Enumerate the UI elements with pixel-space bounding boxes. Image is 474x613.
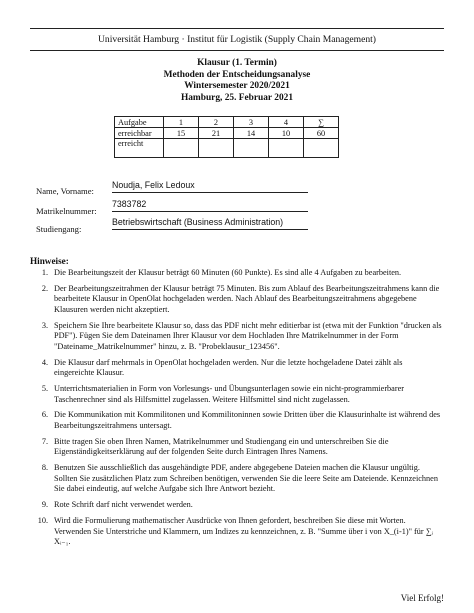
course-title: Methoden der Entscheidungsanalyse: [163, 69, 311, 80]
list-item-text: Rote Schrift darf nicht verwendet werden.: [54, 500, 193, 510]
list-item-text: Der Bearbeitungszeitrahmen der Klausur beträgt 75 Minuten. Bis zum Ablauf des Bearbeitungszeitrahmens kann die bearbeitete Klausur in OpenOlat hochgeladen werden. Nach Ablauf des Bearbeitungszeitrahmens abgegebene Klausuren werden nicht akzeptiert.: [54, 283, 440, 314]
table-cell: 21: [199, 128, 234, 139]
list-item: 10. Wird die Formulierung mathematischer Ausdrücke von Ihnen gefordert, beschreiben Sie diese mit Worten. Verwenden Sie Unterstriche und Klammern, um Indizes zu kennzeichnen, z. B. "Summe über i von X_(i-1)" für ∑ᵢ Xᵢ₋₁.: [37, 515, 433, 547]
table-cell: 14: [234, 128, 269, 139]
list-item-text: Die Bearbeitungszeit der Klausur beträgt 60 Minuten (60 Punkte). Es sind alle 4 Aufgaben zu bearbeiten.: [54, 268, 402, 277]
list-item: 8. Benutzen Sie ausschließlich das ausgehändigte PDF, andere abgegebene Dateien machen die Klausur ungültig. Sollten Sie zusätzlichen Platz zum Schreiben benötigen, verwenden Sie die leere Seite am Dateiende. Kennzeichnen Sie dabei eindeutig, auf welche Aufgabe sich Ihre Antwort bezieht.: [41, 463, 438, 494]
matrikel-label: Matrikelnummer:: [36, 206, 97, 216]
header-rule-bottom: [30, 50, 444, 51]
list-item: 7. Bitte tragen Sie oben Ihren Namen, Matrikelnummer und Studiengang ein und unterschreiben Sie die Eigenständigkeitserklärung auf der folgenden Seite durch Eintragen Ihres Namens.: [41, 436, 389, 457]
list-item: 4. Die Klausur darf mehrmals in OpenOlat hochgeladen werden. Nur die letzte hochgeladene Datei zählt als eingereichte Klausur.: [41, 357, 403, 378]
list-item: 6. Die Kommunikation mit Kommilitonen und Kommilitoninnen sowie Dritten über die Klausurinhalte ist während des Bearbeitungszeitrahmens untersagt.: [41, 410, 441, 431]
hinweise-list: [30, 268, 444, 553]
header-rule-top: [30, 28, 444, 29]
table-cell: erreicht: [115, 139, 164, 158]
list-item: 9. Rote Schrift darf nicht verwendet werden.: [41, 500, 193, 510]
table-cell[interactable]: [164, 139, 199, 158]
semester: Wintersemester 2020/2021: [184, 81, 290, 92]
table-header-cell-sum: ∑: [304, 117, 339, 128]
list-item-text: Speichern Sie Ihre bearbeitete Klausur so, dass das PDF nicht mehr editierbar ist (etwa mit der Funktion "drucken als PDF"). Fügen Sie dem Dateinamen Ihrer Klausur vor dem Hochladen Ihre Matrikelnummer in der Form "Dateiname_Matrikelnummer" hinzu, z. B. "Probeklausur_123456".: [54, 320, 442, 351]
list-item-text: Die Klausur darf mehrmals in OpenOlat hochgeladen werden. Nur die letzte hochgeladene Datei zählt als eingereichte Klausur.: [54, 357, 403, 378]
list-item-text: Bitte tragen Sie oben Ihren Namen, Matrikelnummer und Studiengang ein und unterschreiben Sie die Eigenständigkeitserklärung auf der folgenden Seite durch Eintragen Ihres Namens.: [54, 436, 389, 457]
table-cell[interactable]: [304, 139, 339, 158]
table-header-cell: 4: [269, 117, 304, 128]
institution-header: Universität Hamburg · Institut für Logistik (Supply Chain Management): [98, 34, 376, 45]
score-table: [114, 116, 339, 158]
table-header-cell: 2: [199, 117, 234, 128]
list-item: 3. Speichern Sie Ihre bearbeitete Klausur so, dass das PDF nicht mehr editierbar ist (etwa mit der Funktion "drucken als PDF"). Fügen Sie dem Dateinamen Ihrer Klausur vor dem Hochladen Ihre Matrikelnummer in der Form "Dateiname_Matrikelnummer" hinzu, z. B. "Probeklausur_123456".: [41, 320, 442, 351]
table-cell: 15: [164, 128, 199, 139]
exam-title: Klausur (1. Termin): [197, 58, 277, 68]
name-label: Name, Vorname:: [36, 186, 94, 196]
table-header-cell: Aufgabe: [115, 117, 164, 128]
list-item: 2. Der Bearbeitungszeitrahmen der Klausur beträgt 75 Minuten. Bis zum Ablauf des Bearbeitungszeitrahmens kann die bearbeitete Klausur in OpenOlat hochgeladen werden. Nach Ablauf des Bearbeitungszeitrahmens abgegebene Klausuren werden nicht akzeptiert.: [41, 283, 440, 314]
list-item: 1. Die Bearbeitungszeit der Klausur beträgt 60 Minuten (60 Punkte). Es sind alle 4 Aufgaben zu bearbeiten.: [41, 268, 402, 277]
list-item-text: Benutzen Sie ausschließlich das ausgehändigte PDF, andere abgegebene Dateien machen die Klausur ungültig. Sollten Sie zusätzlichen Platz zum Schreiben benötigen, verwenden Sie die leere Seite am Dateiende. Kennzeichnen Sie dabei eindeutig, auf welche Aufgabe sich Ihre Antwort bezieht.: [54, 463, 438, 494]
list-item: 5. Unterrichtsmaterialien in Form von Vorlesungs- und Übungsunterlagen sowie ein nicht-programmierbarer Taschenrechner sind als Hilfsmittel zugelassen. Weitere Hilfsmittel sind nicht zugelassen.: [41, 384, 405, 404]
studiengang-label: Studiengang:: [36, 224, 82, 234]
list-item-text: Wird die Formulierung mathematischer Ausdrücke von Ihnen gefordert, beschreiben Sie diese mit Worten. Verwenden Sie Unterstriche und Klammern, um Indizes zu kennzeichnen, z. B. "Summe über i von X_(i-1)" für ∑ᵢ Xᵢ₋₁.: [54, 515, 433, 547]
list-item-text: Die Kommunikation mit Kommilitonen und Kommilitoninnen sowie Dritten über die Klausurinhalte ist während des Bearbeitungszeitrahmens untersagt.: [54, 410, 441, 431]
exam-date: Hamburg, 25. Februar 2021: [180, 92, 294, 103]
studiengang-field[interactable]: Betriebswirtschaft (Business Administration): [112, 217, 308, 230]
table-cell: 60: [304, 128, 339, 139]
table-cell[interactable]: [234, 139, 269, 158]
hinweise-heading: Hinweise:: [30, 256, 69, 266]
table-header-cell: 1: [164, 117, 199, 128]
score-table-row-erreicht: [115, 139, 339, 158]
score-table-row-erreichbar: [115, 128, 339, 139]
matrikel-field[interactable]: 7383782: [112, 199, 308, 212]
table-cell[interactable]: [269, 139, 304, 158]
list-item-text: Unterrichtsmaterialien in Form von Vorlesungs- und Übungsunterlagen sowie ein nicht-programmierbarer Taschenrechner sind als Hilfsmittel zugelassen. Weitere Hilfsmittel sind nicht zugelassen.: [54, 384, 405, 404]
table-cell: erreichbar: [115, 128, 164, 139]
table-cell: 10: [269, 128, 304, 139]
score-table-header-row: [115, 117, 339, 128]
table-cell[interactable]: [199, 139, 234, 158]
closing-text: Viel Erfolg!: [400, 593, 444, 603]
name-field[interactable]: Noudja, Felix Ledoux: [112, 180, 308, 193]
table-header-cell: 3: [234, 117, 269, 128]
title-block: [30, 58, 444, 104]
